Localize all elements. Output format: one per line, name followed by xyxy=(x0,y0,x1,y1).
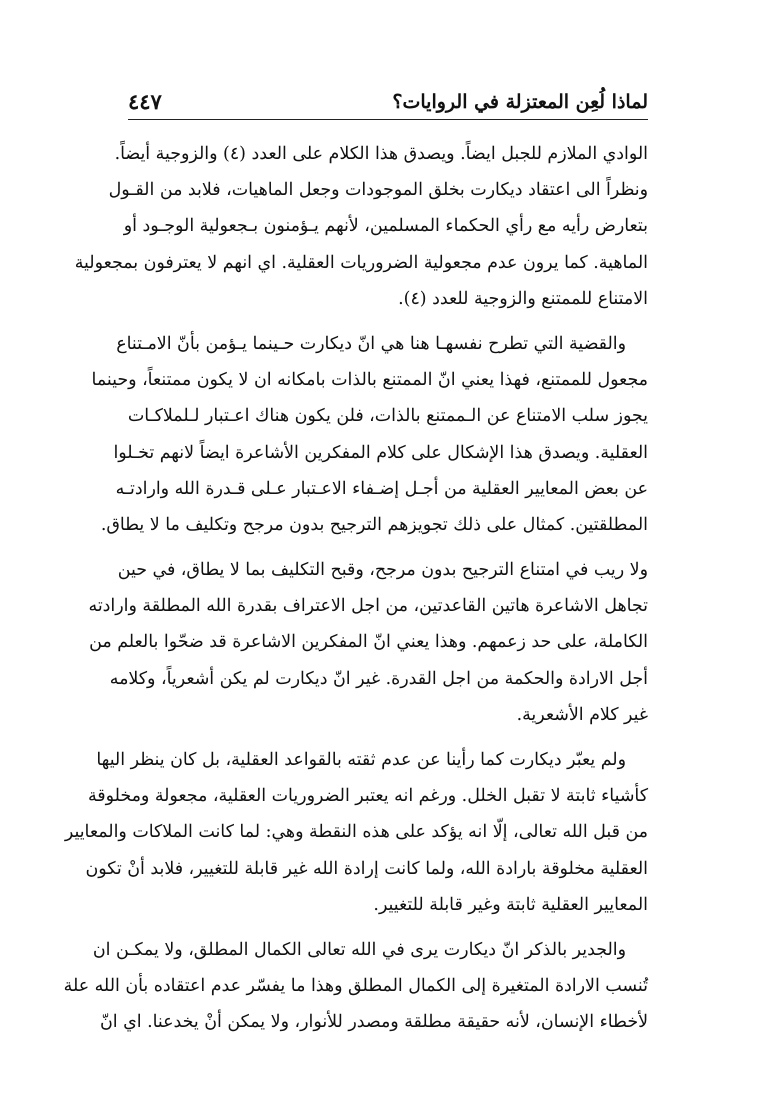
paragraph-3 xyxy=(88,552,648,733)
text-line: المعايير العقلية ثابتة وغير قابلة للتغيير. xyxy=(373,894,648,915)
text-line: العقلية. ويصدق هذا الإشكال على كلام المفكرين الأشاعرة ايضاً لانهم تخـلوا xyxy=(113,442,648,463)
text-line: ونظراً الى اعتقاد ديكارت بخلق الموجودات وجعل الماهيات، فلابد من القـول xyxy=(108,180,648,201)
text-line: عن بعض المعايير العقلية من أجـل إضـفاء الاعـتبار عـلى قـدرة الله وارادتـه xyxy=(115,478,648,499)
text-line: أجل الارادة والحكمة من اجل القدرة. غير انّ ديكارت لم يكن أشعرياً، وكلامه xyxy=(109,668,648,689)
running-header xyxy=(128,84,648,114)
running-title: لماذا لُعِن المعتزلة في الروايات؟ xyxy=(392,91,648,113)
text-line: والجدير بالذكر انّ ديكارت يرى في الله تعالى الكمال المطلق، ولا يمكـن ان xyxy=(92,939,626,960)
paragraph-1 xyxy=(74,136,648,317)
text-line: الوادي الملازم للجبل ايضاً. ويصدق هذا الكلام على العدد (٤) والزوجية أيضاً. xyxy=(114,144,648,164)
text-line: المطلقتين. كمثال على ذلك تجويزهم الترجيح بدون مرجح وتكليف ما لا يطاق. xyxy=(100,514,648,535)
text-line: ولا ريب في امتناع الترجيح بدون مرجح، وقبح التكليف بما لا يطاق، في حين xyxy=(117,560,648,581)
text-line: الامتناع للممتنع والزوجية للعدد (٤). xyxy=(398,288,648,309)
text-line: تُنسب الارادة المتغيرة إلى الكمال المطلق وهذا ما يفسّر عدم اعتقاده بأن الله علة xyxy=(63,976,648,997)
page-number: ٤٤٧ xyxy=(128,89,162,114)
paragraph-5 xyxy=(63,932,648,1041)
text-line: الماهية. كما يرون عدم مجعولية الضروريات العقلية. اي انهم لا يعترفون بمجعولية xyxy=(74,252,648,273)
text-line: تجاهل الاشاعرة هاتين القاعدتين، من اجل الاعتراف بقدرة الله المطلقة وارادته xyxy=(88,596,648,617)
text-line: بتعارض رأيه مع رأي الحكماء المسلمين، لأنهم يـؤمنون بـجعولية الوجـود أو xyxy=(123,216,648,237)
text-line: العقلية مخلوقة بارادة الله، ولما كانت إرادة الله غير قابلة للتغيير، فلابد أنْ تكون xyxy=(85,858,648,879)
header-rule xyxy=(128,119,648,120)
text-line: الكاملة، على حد زعمهم. وهذا يعني انّ المفكرين الاشاعرة قد ضحّوا بالعلم من xyxy=(89,632,648,653)
text-line: كأشياء ثابتة لا تقبل الخلل. ورغم انه يعتبر الضروريات العقلية، مجعولة ومخلوقة xyxy=(87,786,648,807)
text-line: مجعول للممتنع، فهذا يعني انّ الممتنع بالذات بامكانه ان لا يكون ممتنعاً، وحينما xyxy=(91,370,648,391)
text-line: من قبل الله تعالى، إلّا انه يؤكد على هذه النقطة وهي: لما كانت الملاكات والمعايير xyxy=(64,822,648,843)
text-line: غير كلام الأشعرية. xyxy=(516,704,648,725)
paragraph-2 xyxy=(91,326,648,543)
text-line: ولم يعبّر ديكارت كما رأينا عن عدم ثقته بالقواعد العقلية، بل كان ينظر اليها xyxy=(96,750,626,770)
text-line: لأخطاء الإنسان، لأنه حقيقة مطلقة ومصدر للأنوار، ولا يمكن أنْ يخدعنا. اي انّ xyxy=(99,1012,648,1033)
paragraph-4 xyxy=(64,742,648,923)
body-text xyxy=(63,136,648,1050)
text-line: والقضية التي تطرح نفسهـا هنا هي انّ ديكارت حـينما يـؤمن بأنّ الامـتناع xyxy=(116,333,626,354)
text-line: يجوز سلب الامتناع عن الـممتنع بالذات، فلن يكون هناك اعـتبار لـلملاكـات xyxy=(127,406,648,427)
